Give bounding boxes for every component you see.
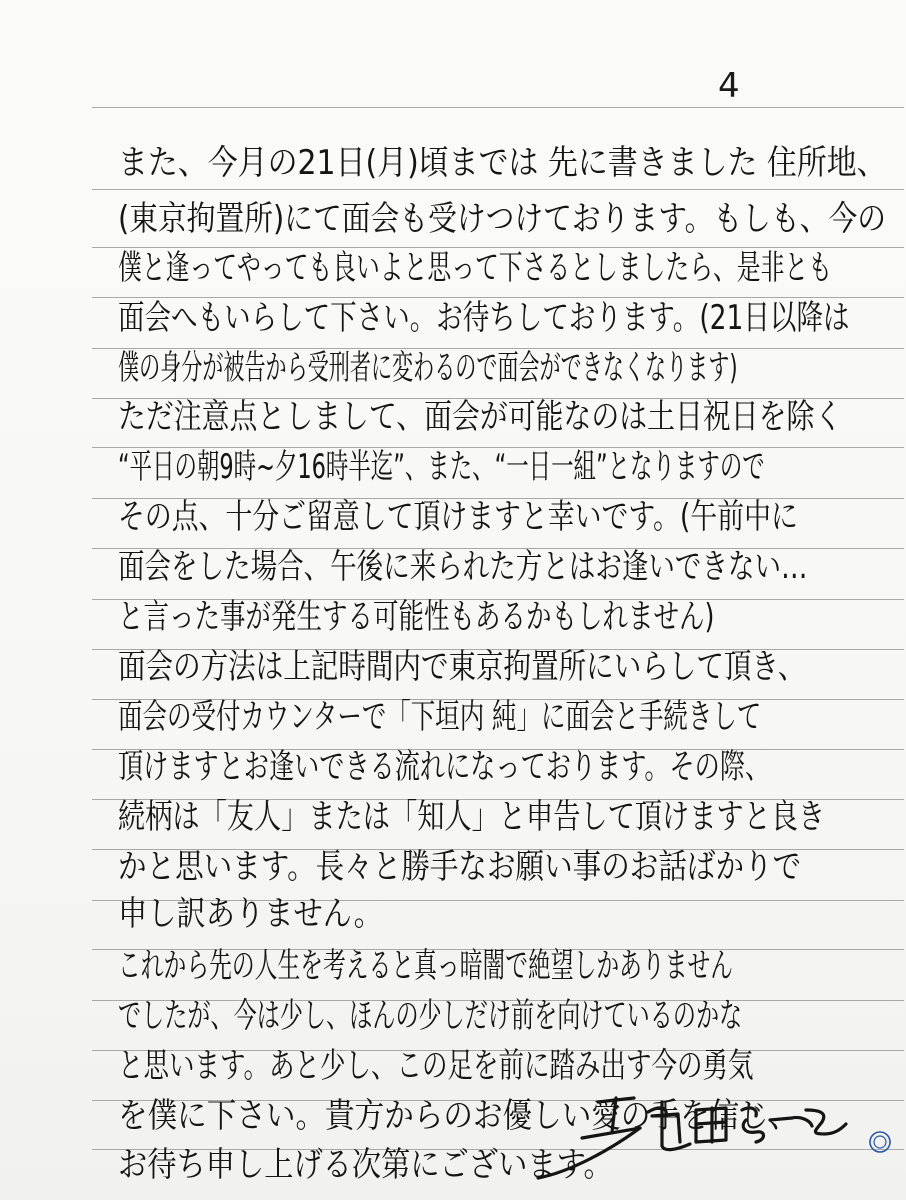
stamp-icon [868,1130,892,1154]
letter-line: (東京拘置所)にて面会も受けつけております。もしも、今の [118,199,887,239]
letter-line: でしたが、今は少し、ほんの少しだけ前を向けているのかな [118,996,743,1036]
letter-line: その点、十分ご留意して頂けますと幸いです。(午前中に [118,497,798,537]
letter-line: と言った事が発生する可能性もあるかもしれません) [118,597,715,637]
letter-line: 頂けますとお逢いできる流れになっております。その際、 [118,747,771,787]
ruled-line [92,107,904,108]
letter-line: と思います。あと少し、この足を前に踏み出す今の勇気 [118,1046,754,1086]
letter-line: 続柄は「友人」または「知人」と申告して頂けますと良き [118,797,826,837]
letter-line: お待ち申し上げる次第にございます。 [118,1145,613,1185]
letter-line: 申し訳ありません。 [118,894,383,934]
letter-line: 面会へもいらして下さい。お待ちしております。(21日以降は [118,298,850,338]
ruled-line [92,189,904,190]
letter-line: 面会をした場合、午後に来られた方とはお逢いできない… [118,547,808,587]
letter-line: ただ注意点としまして、面会が可能なのは土日祝日を除く [118,397,843,437]
page-number: 4 [718,66,740,106]
letter-line: これから先の人生を考えると真っ暗闇で絶望しかありません [118,946,734,986]
letter-line: 僕と逢ってやっても良いよと思って下さるとしましたら、是非とも [118,248,832,288]
letter-line: “平日の朝9時~夕16時半迄”、また、“一日一組”となりますので [118,447,765,487]
letter-line: 僕の身分が被告から受刑者に変わるので面会ができなくなります) [118,348,738,388]
letter-line: 面会の受付カウンターで「下垣内 純」に面会と手続きして [118,697,762,737]
letter-line: 面会の方法は上記時間内で東京拘置所にいらして頂き、 [118,647,806,687]
letter-line: かと思います。長々と勝手なお願い事のお話ばかりで [118,847,802,887]
letter-line: を僕に下さい。貴方からのお優しい愛の手を信じ、 [118,1096,799,1136]
letter-line: また、今月の21日(月)頃までは 先に書きました 住所地、 [118,143,887,183]
handwritten-signature [530,1080,850,1180]
